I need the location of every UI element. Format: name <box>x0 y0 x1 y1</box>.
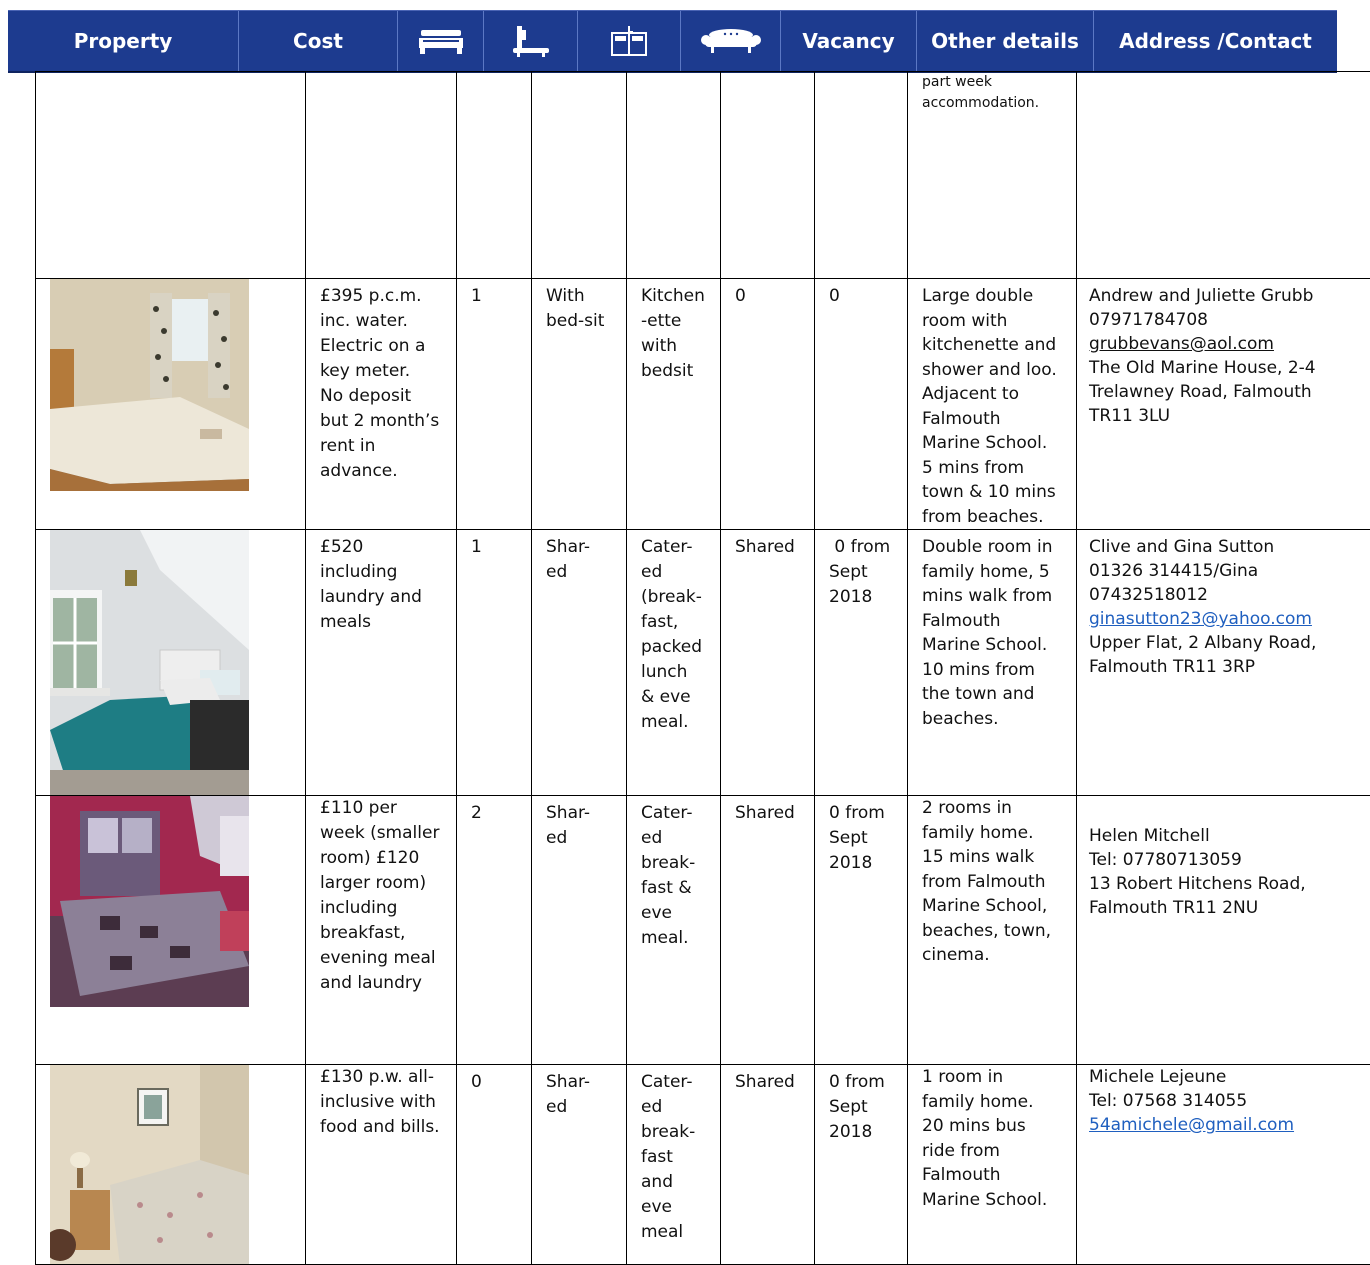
other-line: mins walk from <box>922 584 1064 609</box>
bedrooms-cell <box>457 796 532 1065</box>
cost-line: advance. <box>320 459 444 484</box>
vacancy-cell <box>815 530 908 796</box>
double-bed-photo <box>50 1065 249 1265</box>
bathroom-line: Shar- <box>546 801 614 826</box>
header-vacancy: Vacancy <box>781 11 917 71</box>
other-line: the town and <box>922 682 1064 707</box>
contact-name: Michele Lejeune <box>1089 1065 1363 1089</box>
contact-phone: Tel: 07568 314055 <box>1089 1089 1363 1113</box>
cost-cell <box>306 1065 457 1265</box>
kitchen-line: meal. <box>641 926 708 951</box>
other-details-cell <box>908 279 1077 530</box>
bathroom-cell <box>532 530 627 796</box>
other-line: room with <box>922 309 1064 334</box>
other-line: ride from <box>922 1139 1064 1164</box>
lounge-value: Shared <box>735 801 802 826</box>
kitchen-line: ed <box>641 560 708 585</box>
cost-line: No deposit <box>320 384 444 409</box>
other-line: from Falmouth <box>922 870 1064 895</box>
cost-line: week (smaller <box>320 821 444 846</box>
cost-cell <box>306 796 457 1065</box>
kitchen-line: (break- <box>641 585 708 610</box>
kitchen-line: with <box>641 334 708 359</box>
other-line: from beaches. <box>922 505 1064 530</box>
vacancy-line: 2018 <box>829 585 895 610</box>
cost-line: room) £120 <box>320 846 444 871</box>
cost-line: £130 p.w. all- <box>320 1065 444 1090</box>
kitchen-line: & eve <box>641 685 708 710</box>
lounge-cell <box>721 796 815 1065</box>
other-line: Marine School, <box>922 894 1064 919</box>
kitchen-line: eve <box>641 901 708 926</box>
vacancy-cell <box>815 796 908 1065</box>
table-row <box>36 530 1370 796</box>
kitchen-line: lunch <box>641 660 708 685</box>
bedrooms-cell <box>457 279 532 530</box>
cost-line: but 2 month’s <box>320 409 444 434</box>
contact-phone: Tel: 07780713059 <box>1089 848 1363 872</box>
other-line: Double room in <box>922 535 1064 560</box>
kitchen-line: packed <box>641 635 708 660</box>
bathroom-line: ed <box>546 1095 614 1120</box>
vacancy-line: Sept <box>829 1095 895 1120</box>
kitchen-sink-icon <box>578 11 681 71</box>
other-line: Falmouth <box>922 609 1064 634</box>
address-cell <box>1077 796 1370 1065</box>
other-line: 20 mins bus <box>922 1114 1064 1139</box>
kitchen-cell <box>627 796 721 1065</box>
bedrooms-cell <box>457 1065 532 1265</box>
accommodation-table <box>35 71 1370 1265</box>
address-line: Upper Flat, 2 Albany Road, <box>1089 631 1363 655</box>
bedrooms-value: 1 <box>471 535 519 560</box>
other-details-cell <box>908 1065 1077 1265</box>
bathroom-cell <box>532 279 627 530</box>
address-line: Falmouth TR11 2NU <box>1089 896 1363 920</box>
bathroom-line: ed <box>546 560 614 585</box>
kitchen-line: and <box>641 1170 708 1195</box>
contact-name: Helen Mitchell <box>1089 824 1363 848</box>
bedrooms-value: 0 <box>471 1070 519 1095</box>
other-line: cinema. <box>922 943 1064 968</box>
other-line: part week <box>922 72 1064 93</box>
cost-line: and laundry <box>320 971 444 996</box>
other-line: Falmouth <box>922 1163 1064 1188</box>
other-line: Marine School. <box>922 633 1064 658</box>
kitchen-line: fast & <box>641 876 708 901</box>
cost-line: food and bills. <box>320 1115 444 1140</box>
cost-line: evening meal <box>320 946 444 971</box>
other-line: beaches, town, <box>922 919 1064 944</box>
other-line: Falmouth <box>922 407 1064 432</box>
vacancy-line: 2018 <box>829 1120 895 1145</box>
bathroom-line: With <box>546 284 614 309</box>
cost-line: inc. water. <box>320 309 444 334</box>
lounge-value: Shared <box>735 1070 802 1095</box>
header-cost: Cost <box>239 11 398 71</box>
other-line: beaches. <box>922 707 1064 732</box>
kitchen-line: ed <box>641 1095 708 1120</box>
lounge-cell <box>721 72 815 279</box>
property-cell <box>36 530 306 796</box>
cost-line: Electric on a <box>320 334 444 359</box>
other-line: kitchenette and <box>922 333 1064 358</box>
header-property: Property <box>8 11 239 71</box>
vacancy-line: 0 <box>829 284 895 309</box>
bedrooms-value: 1 <box>471 284 519 309</box>
property-cell <box>36 1065 306 1265</box>
property-cell <box>36 279 306 530</box>
other-line: family home. <box>922 1090 1064 1115</box>
bathroom-cell <box>532 72 627 279</box>
other-line: Marine School. <box>922 431 1064 456</box>
vacancy-line: Sept <box>829 826 895 851</box>
table-row <box>36 279 1370 530</box>
vacancy-cell <box>815 1065 908 1265</box>
other-line: shower and loo. <box>922 358 1064 383</box>
cost-line: laundry and <box>320 585 444 610</box>
other-line: 5 mins from <box>922 456 1064 481</box>
cost-line: rent in <box>320 434 444 459</box>
bathroom-cell <box>532 1065 627 1265</box>
kitchen-line: bedsit <box>641 359 708 384</box>
kitchen-cell <box>627 1065 721 1265</box>
bathroom-line: bed-sit <box>546 309 614 334</box>
other-details-cell <box>908 796 1077 1065</box>
other-line: 2 rooms in <box>922 796 1064 821</box>
address-cell <box>1077 1065 1370 1265</box>
vacancy-cell <box>815 72 908 279</box>
bathroom-line: Shar- <box>546 1070 614 1095</box>
cost-line: breakfast, <box>320 921 444 946</box>
cost-cell <box>306 72 457 279</box>
lounge-cell <box>721 279 815 530</box>
vacancy-cell <box>815 279 908 530</box>
cost-line: larger room) <box>320 871 444 896</box>
table-row <box>36 1065 1370 1265</box>
bedrooms-cell <box>457 72 532 279</box>
bathroom-line: Shar- <box>546 535 614 560</box>
single-room-photo <box>50 530 249 796</box>
kitchen-line: meal. <box>641 710 708 735</box>
vacancy-line: 0 from <box>829 801 895 826</box>
table-header <box>8 10 1337 73</box>
other-line: 1 room in <box>922 1065 1064 1090</box>
contact-phone: 01326 314415/Gina <box>1089 559 1363 583</box>
other-details-cell <box>908 530 1077 796</box>
kitchen-line: Cater- <box>641 535 708 560</box>
other-line: 10 mins from <box>922 658 1064 683</box>
kitchen-cell <box>627 530 721 796</box>
other-details-cell <box>908 72 1077 279</box>
kitchen-line: Cater- <box>641 1070 708 1095</box>
lounge-value: Shared <box>735 535 802 560</box>
red-room-photo <box>50 796 249 1007</box>
bedsit-photo <box>50 279 249 491</box>
contact-phone: 07971784708 <box>1089 308 1363 332</box>
kitchen-line: fast, <box>641 610 708 635</box>
address-line: TR11 3LU <box>1089 404 1363 428</box>
other-line: family home. <box>922 821 1064 846</box>
address-cell <box>1077 72 1370 279</box>
lounge-cell <box>721 1065 815 1265</box>
cost-line: £520 <box>320 535 444 560</box>
kitchen-cell <box>627 72 721 279</box>
bedrooms-value: 2 <box>471 801 519 826</box>
cost-line: key meter. <box>320 359 444 384</box>
bathroom-line: ed <box>546 826 614 851</box>
vacancy-line: 0 from <box>829 1070 895 1095</box>
contact-name: Andrew and Juliette Grubb <box>1089 284 1363 308</box>
property-cell <box>36 796 306 1065</box>
other-line: Marine School. <box>922 1188 1064 1213</box>
address-cell <box>1077 530 1370 796</box>
contact-email-link[interactable]: 54amichele@gmail.com <box>1089 1115 1294 1135</box>
cost-line: £395 p.c.m. <box>320 284 444 309</box>
address-line: The Old Marine House, 2-4 <box>1089 356 1363 380</box>
kitchen-line: meal <box>641 1220 708 1245</box>
kitchen-line: eve <box>641 1195 708 1220</box>
contact-email-link[interactable]: ginasutton23@yahoo.com <box>1089 609 1312 629</box>
lounge-value: 0 <box>735 284 802 309</box>
contact-phone: 07432518012 <box>1089 583 1363 607</box>
contact-email-link[interactable]: grubbevans@aol.com <box>1089 334 1274 354</box>
address-line: 13 Robert Hitchens Road, <box>1089 872 1363 896</box>
bed-icon <box>398 11 484 71</box>
cost-line: £110 per <box>320 796 444 821</box>
other-line: family home, 5 <box>922 560 1064 585</box>
cost-cell <box>306 279 457 530</box>
vacancy-line: 2018 <box>829 851 895 876</box>
table-row <box>36 72 1370 279</box>
lounge-cell <box>721 530 815 796</box>
address-cell <box>1077 279 1370 530</box>
cost-line: meals <box>320 610 444 635</box>
kitchen-line: Cater- <box>641 801 708 826</box>
address-line: Falmouth TR11 3RP <box>1089 655 1363 679</box>
other-line: Adjacent to <box>922 382 1064 407</box>
bedrooms-cell <box>457 530 532 796</box>
bathroom-cell <box>532 796 627 1065</box>
kitchen-line: ed <box>641 826 708 851</box>
cost-line: including <box>320 560 444 585</box>
cost-line: inclusive with <box>320 1090 444 1115</box>
bath-icon <box>484 11 578 71</box>
vacancy-line: 0 from <box>829 535 895 560</box>
kitchen-line: break- <box>641 851 708 876</box>
other-line: accommodation. <box>922 93 1064 114</box>
table-row <box>36 796 1370 1065</box>
property-cell <box>36 72 306 279</box>
other-line: Large double <box>922 284 1064 309</box>
kitchen-line: Kitchen <box>641 284 708 309</box>
kitchen-line: fast <box>641 1145 708 1170</box>
cost-cell <box>306 530 457 796</box>
cost-line: including <box>320 896 444 921</box>
header-address-contact: Address /Contact <box>1094 11 1337 71</box>
kitchen-line: break- <box>641 1120 708 1145</box>
contact-name: Clive and Gina Sutton <box>1089 535 1363 559</box>
other-line: town & 10 mins <box>922 480 1064 505</box>
other-line: 15 mins walk <box>922 845 1064 870</box>
kitchen-cell <box>627 279 721 530</box>
header-other-details: Other details <box>917 11 1094 71</box>
vacancy-line: Sept <box>829 560 895 585</box>
kitchen-line: -ette <box>641 309 708 334</box>
address-line: Trelawney Road, Falmouth <box>1089 380 1363 404</box>
sofa-icon <box>681 11 781 71</box>
